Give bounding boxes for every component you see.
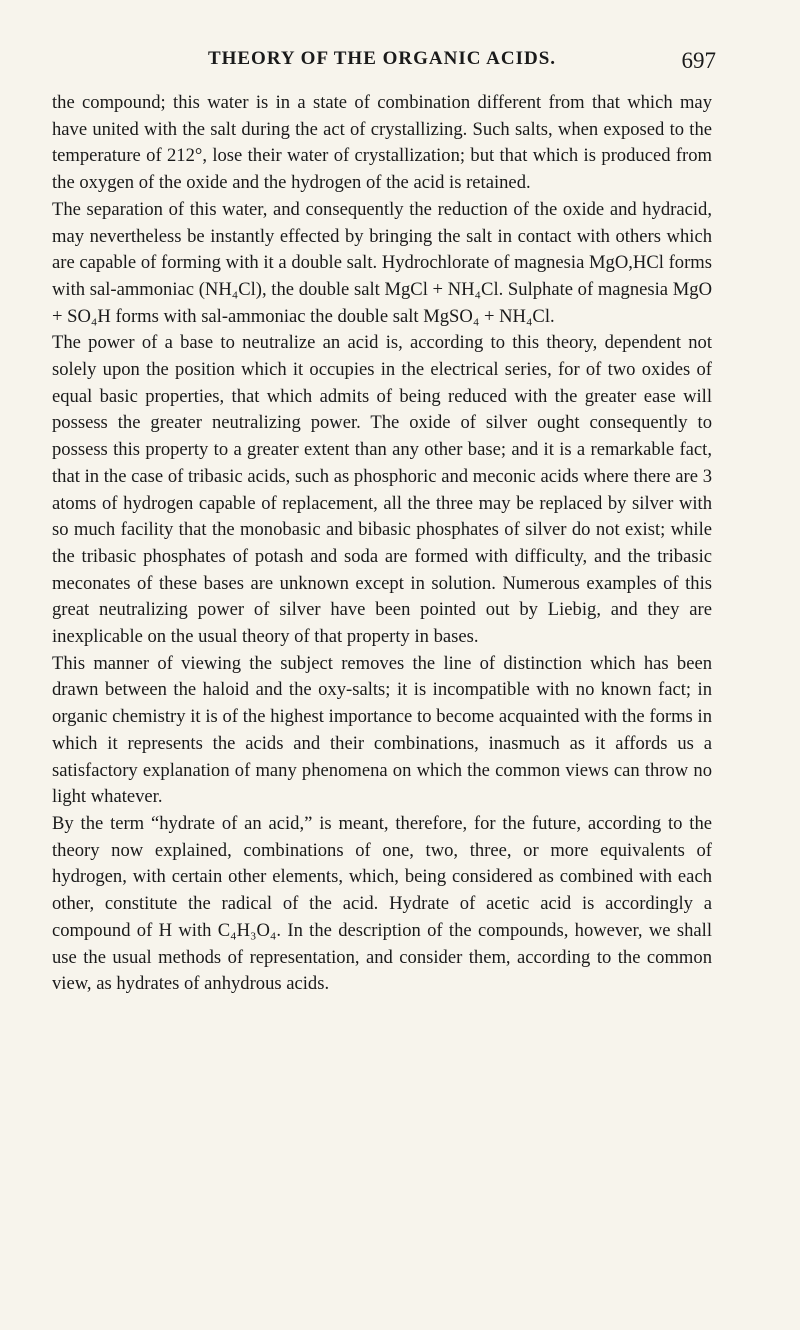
book-page (52, 48, 716, 998)
paragraph-2: The separation of this water, and consequently the reduction of the oxide and hydracid, may nevertheless be instantly effected by bringing the salt in contact with others which are capable of forming with it a double salt. Hydrochlorate of magnesia MgO,HCl forms with sal-ammoniac (NH₄Cl), the double salt MgCl + NH₄Cl. Sulphate of magnesia MgO + SO₄H forms with sal-ammoniac the double salt MgSO₄ + NH₄Cl. (52, 198, 712, 327)
paragraph-5: By the term “hydrate of an acid,” is meant, therefore, for the future, according to the theory now explained, combinations of one, two, three, or more equivalents of hydrogen, with certain other elements, which, being considered as combined with each other, constitute the radical of the acid. Hydrate of acetic acid is accordingly a compound of H with C₄H₃O₄. In the description of the compounds, however, we shall use the usual methods of representation, and consider them, according to the common view, as hydrates of anhydrous acids. (52, 812, 712, 995)
paragraph-1: the compound; this water is in a state of combination different from that which may have united with the salt during the act of crystallizing. Such salts, when exposed to the temperature of 212°, lose their water of crystallization; but that which is produced from the oxygen of the oxide and the hydrogen of the acid is retained. (52, 92, 712, 194)
running-header (52, 48, 716, 84)
paragraph-4: This manner of viewing the subject removes the line of distinction which has been drawn between the haloid and the oxy-salts; it is incompatible with no known fact; in organic chemistry it is of the highest importance to become acquainted with the forms in which it represents the acids and their combinations, inasmuch as it affords us a satisfactory explanation of many phenomena on which the common views can throw no light whatever. (52, 652, 712, 808)
running-title: THEORY OF THE ORGANIC ACIDS. (207, 48, 557, 69)
page-number: 697 (681, 48, 716, 73)
body-text (52, 90, 712, 998)
paragraph-3: The power of a base to neutralize an acid is, according to this theory, dependent not solely upon the position which it occupies in the electrical series, for of two oxides of equal basic properties, that which admits of being reduced with the greater ease will possess the greater neutralizing power. The oxide of silver ought consequently to possess this property to a greater extent than any other base; and it is a remarkable fact, that in the case of tribasic acids, such as phosphoric and meconic acids where there are 3 atoms of hydrogen capable of replacement, all the three may be replaced by silver with so much facility that the monobasic and bibasic phosphates of silver do not exist; while the tribasic phosphates of potash and soda are formed with difficulty, and the tribasic meconates of these bases are unknown except in solution. Numerous examples of this great neutralizing power of silver have been pointed out by Liebig, and they are inexplicable on the usual theory of that property in bases. (52, 332, 712, 648)
